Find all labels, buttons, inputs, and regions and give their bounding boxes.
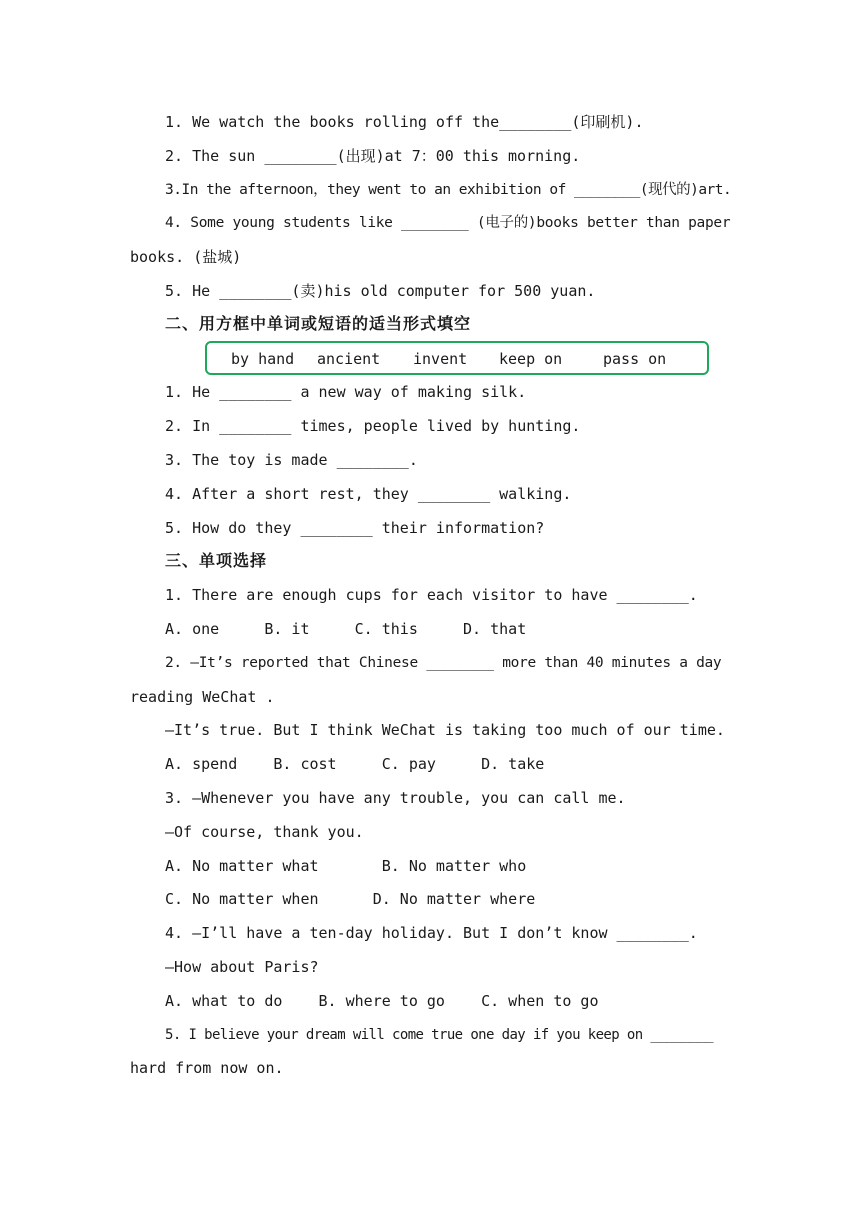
word-bank-item: by hand — [231, 350, 295, 368]
word-bank-item: ancient — [317, 350, 381, 368]
q2-stem-cont: reading WeChat . — [130, 688, 275, 706]
q2-options: A. spend B. cost C. pay D. take — [165, 755, 545, 773]
word-bank-box — [205, 341, 709, 375]
s1-item-5: 5. He ________(卖)his old computer for 500 yuan. — [165, 282, 596, 300]
s1-item-4-cont: books. (盐城) — [130, 248, 242, 266]
q1-stem: 1. There are enough cups for each visitor to have ________. — [165, 586, 698, 604]
s2-item-1: 1. He ________ a new way of making silk. — [165, 383, 527, 401]
q3-reply: —Of course, thank you. — [165, 823, 364, 841]
section2-heading: 二、用方框中单词或短语的适当形式填空 — [165, 314, 472, 333]
word-bank-item: pass on — [603, 350, 667, 368]
word-bank-item: invent — [413, 350, 468, 368]
q5-stem: 5. I believe your dream will come true one day if you keep on ________ — [165, 1027, 714, 1043]
s1-item-1: 1. We watch the books rolling off the________(印刷机). — [165, 113, 644, 131]
q4-options: A. what to do B. where to go C. when to go — [165, 992, 599, 1010]
s2-item-2: 2. In ________ times, people lived by hunting. — [165, 417, 581, 435]
s1-item-2: 2. The sun ________(出现)at 7：00 this morning. — [165, 147, 581, 165]
q1-options: A. one B. it C. this D. that — [165, 620, 527, 638]
s2-item-5: 5. How do they ________ their information? — [165, 519, 545, 537]
q3-options-ab: A. No matter what B. No matter who — [165, 857, 527, 875]
section3-heading: 三、单项选择 — [165, 551, 268, 570]
q4-stem: 4. —I’ll have a ten-day holiday. But I don’t know ________. — [165, 924, 698, 942]
s1-item-3: 3.In the afternoon，they went to an exhibition of ________(现代的)art. — [165, 182, 732, 198]
s2-item-4: 4. After a short rest, they ________ walking. — [165, 485, 572, 503]
word-bank-item: keep on — [499, 350, 563, 368]
q2-stem: 2. —It’s reported that Chinese ________ more than 40 minutes a day — [165, 655, 722, 671]
q2-reply: —It’s true. But I think WeChat is taking too much of our time. — [165, 721, 725, 739]
s2-item-3: 3. The toy is made ________. — [165, 451, 418, 469]
q4-reply: —How about Paris? — [165, 958, 319, 976]
s1-item-4: 4. Some young students like ________ (电子的)books better than paper — [165, 215, 731, 231]
q3-stem: 3. —Whenever you have any trouble, you can call me. — [165, 789, 626, 807]
q5-stem-cont: hard from now on. — [130, 1059, 284, 1077]
q3-options-cd: C. No matter when D. No matter where — [165, 890, 536, 908]
